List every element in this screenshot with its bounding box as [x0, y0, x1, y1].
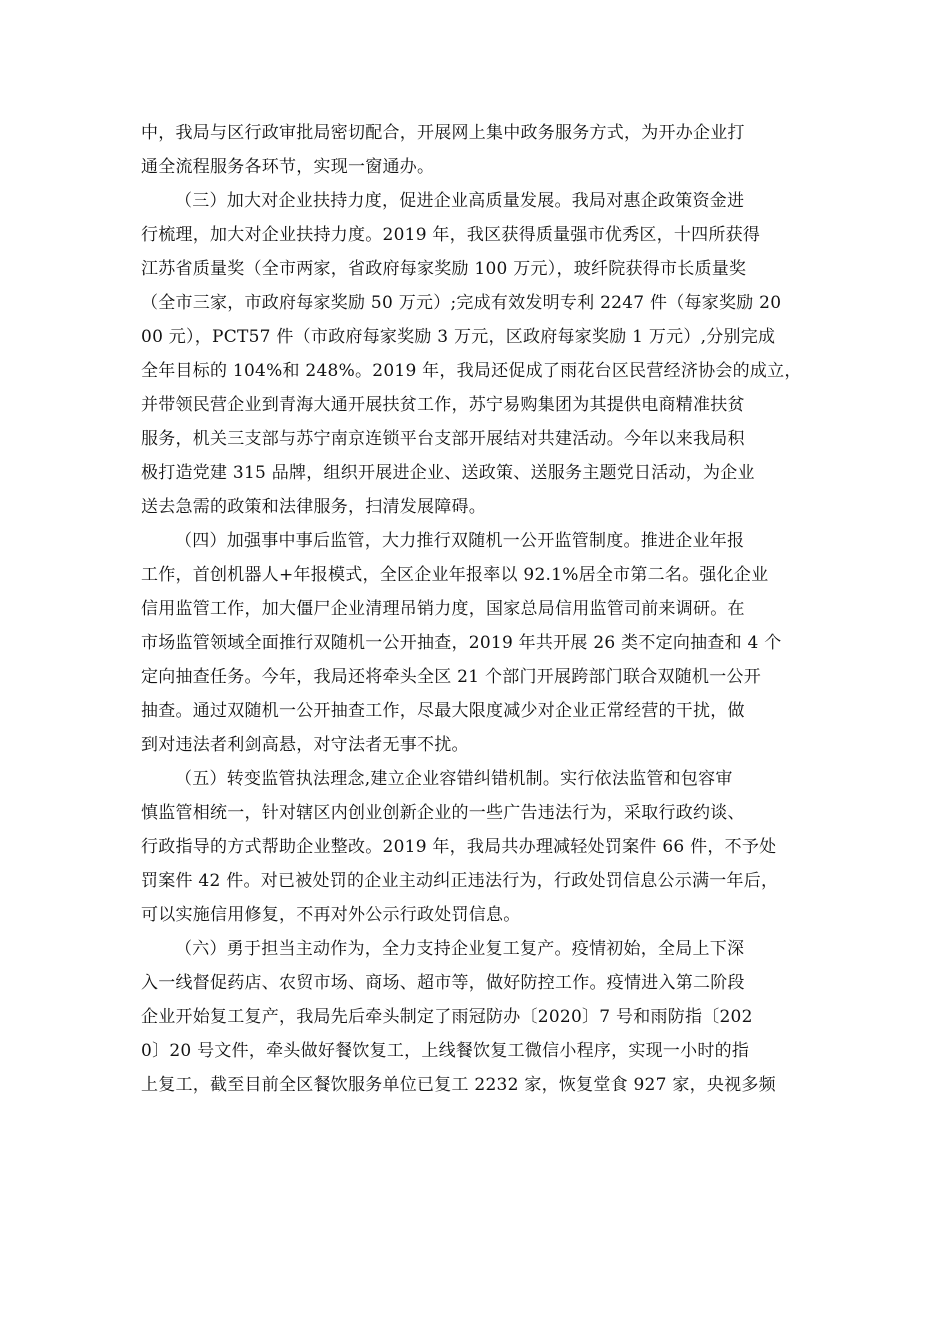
text-line: 行梳理，加大对企业扶持力度。2019 年，我区获得质量强市优秀区，十四所获得 [141, 225, 761, 245]
body-text [141, 116, 831, 1102]
text-line: （全市三家，市政府每家奖励 50 万元）;完成有效发明专利 2247 件（每家奖励 20 [141, 293, 782, 313]
text-line: 通全流程服务各环节，实现一窗通办。 [141, 157, 435, 177]
paragraph-first-line: （三）加大对企业扶持力度，促进企业高质量发展。我局对惠企政策资金进 [175, 191, 745, 211]
text-line: 00 元），PCT57 件（市政府每家奖励 3 万元，区政府每家奖励 1 万元）,分别完成 [141, 327, 776, 347]
text-line: 全年目标的 104%和 248%。2019 年，我局还促成了雨花台区民营经济协会的成立， [141, 361, 802, 381]
text-line: 中，我局与区行政审批局密切配合，开展网上集中政务服务方式，为开办企业打 [141, 123, 745, 143]
text-line: 可以实施信用修复，不再对外公示行政处罚信息。 [141, 905, 521, 925]
text-line: 上复工，截至目前全区餐饮服务单位已复工 2232 家，恢复堂食 927 家，央视多频 [141, 1075, 776, 1095]
text-line: 0〕20 号文件，牵头做好餐饮复工，上线餐饮复工微信小程序，实现一小时的指 [141, 1041, 750, 1061]
text-line: 服务，机关三支部与苏宁南京连锁平台支部开展结对共建活动。今年以来我局积 [141, 429, 745, 449]
text-line: 到对违法者利剑高悬，对守法者无事不扰。 [141, 735, 469, 755]
paragraph-first-line: （四）加强事中事后监管，大力推行双随机一公开监管制度。推进企业年报 [175, 531, 745, 551]
text-line: 入一线督促药店、农贸市场、商场、超市等，做好防控工作。疫情进入第二阶段 [141, 973, 745, 993]
text-line: 抽查。通过双随机一公开抽查工作，尽最大限度减少对企业正常经营的干扰，做 [141, 701, 745, 721]
text-line: 企业开始复工复产，我局先后牵头制定了雨冠防办〔2020〕7 号和雨防指〔202 [141, 1007, 753, 1027]
text-line: 慎监管相统一，针对辖区内创业创新企业的一些广告违法行为，采取行政约谈、 [141, 803, 745, 823]
text-line: 罚案件 42 件。对已被处罚的企业主动纠正违法行为，行政处罚信息公示满一年后， [141, 871, 779, 891]
paragraph-first-line: （五）转变监管执法理念,建立企业容错纠错机制。实行依法监管和包容审 [175, 769, 733, 789]
text-line: 极打造党建 315 品牌，组织开展进企业、送政策、送服务主题党日活动，为企业 [141, 463, 755, 483]
text-line: 送去急需的政策和法律服务，扫清发展障碍。 [141, 497, 486, 517]
text-line: 市场监管领域全面推行双随机一公开抽查，2019 年共开展 26 类不定向抽查和 4 个 [141, 633, 782, 653]
text-line: 工作，首创机器人+年报模式，全区企业年报率以 92.1%居全市第二名。强化企业 [141, 565, 769, 585]
text-line: 江苏省质量奖（全市两家，省政府每家奖励 100 万元），玻纤院获得市长质量奖 [141, 259, 747, 279]
text-line: 信用监管工作，加大僵尸企业清理吊销力度，国家总局信用监管司前来调研。在 [141, 599, 745, 619]
text-line: 定向抽查任务。今年，我局还将牵头全区 21 个部门开展跨部门联合双随机一公开 [141, 667, 761, 687]
paragraph-first-line: （六）勇于担当主动作为，全力支持企业复工复产。疫情初始，全局上下深 [175, 939, 745, 959]
text-line: 行政指导的方式帮助企业整改。2019 年，我局共办理减轻处罚案件 66 件，不予处 [141, 837, 777, 857]
text-line: 并带领民营企业到青海大通开展扶贫工作，苏宁易购集团为其提供电商精准扶贫 [141, 395, 745, 415]
